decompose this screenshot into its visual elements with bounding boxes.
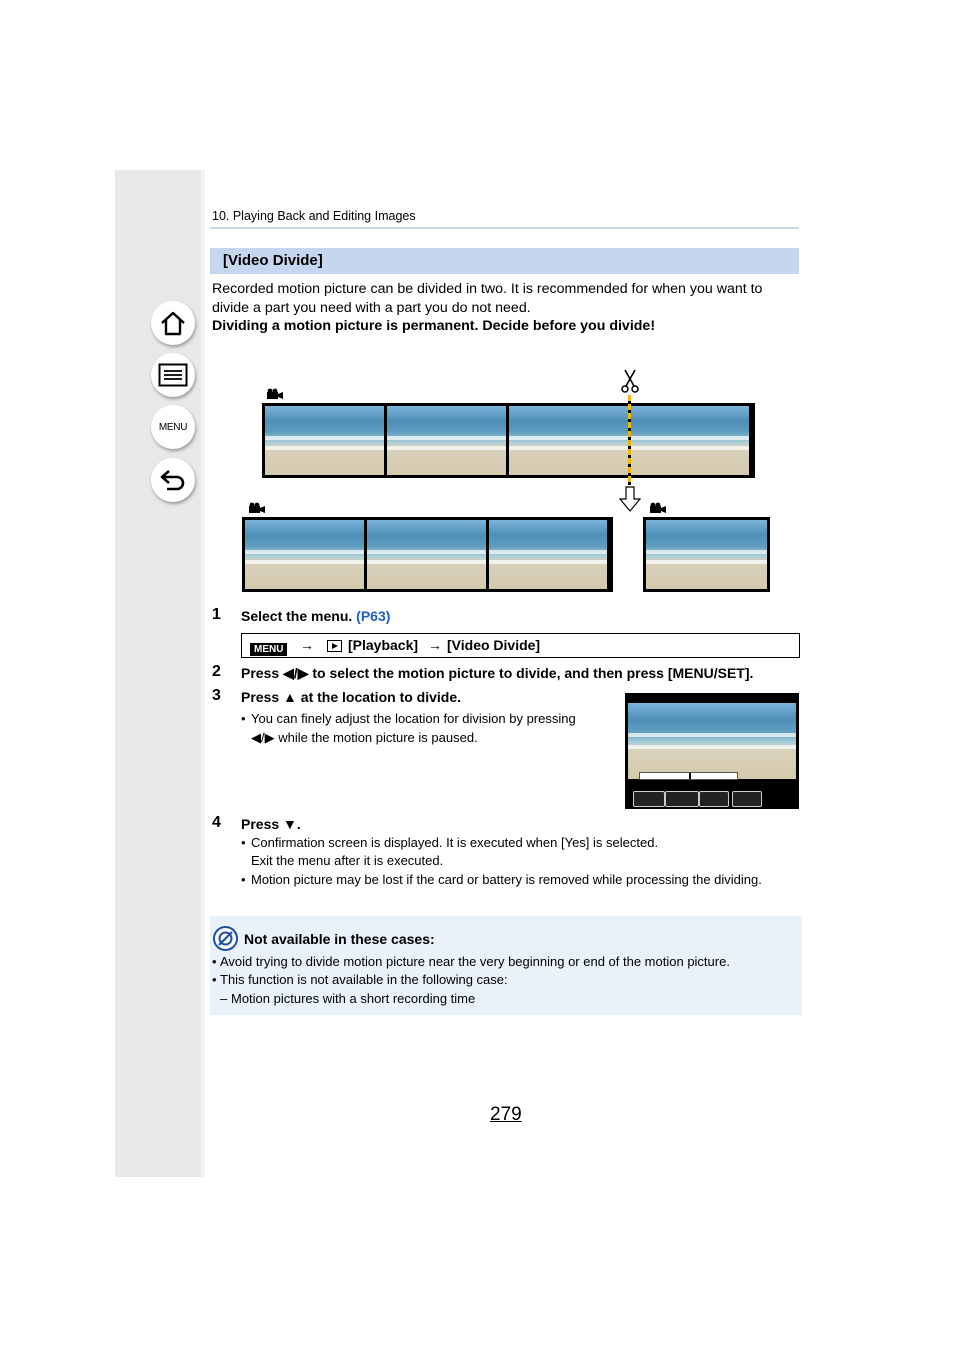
movie-camera-icon	[649, 502, 667, 514]
step-number: 1	[212, 606, 221, 623]
rewind-frame-button[interactable]	[633, 791, 665, 807]
page-link[interactable]: (P63)	[356, 608, 391, 624]
menu-path-box	[241, 633, 800, 658]
page-number: 279	[490, 1104, 522, 1125]
menu-button[interactable]	[151, 405, 195, 449]
movie-camera-icon	[266, 388, 284, 400]
movie-camera-icon	[248, 502, 266, 514]
divided-film-strip-1	[242, 517, 613, 592]
video-frame	[387, 406, 506, 475]
step-1-text	[241, 608, 390, 624]
bullet-dot: •	[212, 972, 217, 987]
home-icon	[159, 309, 187, 337]
breadcrumb-rule	[210, 227, 799, 229]
divide-button[interactable]	[665, 791, 699, 807]
video-frame	[367, 520, 486, 589]
menu-badge: MENU	[250, 643, 287, 656]
not-available-icon	[213, 926, 238, 951]
step-number: 4	[212, 814, 221, 831]
dash: –	[220, 991, 228, 1006]
note-line: This function is not available in the following case:	[220, 972, 508, 987]
menu-path-content	[250, 639, 287, 657]
preview-frame	[628, 703, 796, 779]
bullet-dot: •	[212, 954, 217, 969]
step-2-text: Press ◀/▶ to select the motion picture to divide, and then press [MENU/SET].	[241, 665, 754, 681]
sidebar-edge	[201, 170, 205, 1177]
step-4-bullet-2: Motion picture may be lost if the card or battery is removed while processing the dividing.	[251, 872, 762, 887]
bullet-dot: •	[241, 835, 246, 850]
step-4-bullet: Confirmation screen is displayed. It is executed when [Yes] is selected.	[251, 835, 659, 850]
divided-film-strip-2	[643, 517, 770, 592]
original-film-strip	[262, 403, 755, 478]
note-line: Avoid trying to divide motion picture near the very beginning or end of the motion picture.	[220, 954, 730, 969]
step-3-text: Press ▲ at the location to divide.	[241, 689, 462, 705]
back-button[interactable]	[151, 458, 195, 502]
video-frame	[489, 520, 607, 589]
video-frame	[646, 520, 767, 589]
back-arrow-icon	[159, 467, 187, 493]
list-icon	[158, 363, 188, 387]
step-1-label: Select the menu.	[241, 608, 353, 624]
step-3-bullet: You can finely adjust the location for division by pressing	[251, 711, 576, 726]
playback-label: [Playback]	[348, 637, 419, 653]
step-4-text: Press ▼.	[241, 816, 301, 832]
scissors-icon	[620, 368, 640, 394]
home-button[interactable]	[151, 301, 195, 345]
step-number: 2	[212, 663, 221, 680]
section-title: [Video Divide]	[223, 252, 323, 269]
note-line: Motion pictures with a short recording time	[231, 991, 476, 1006]
contents-button[interactable]	[151, 353, 195, 397]
intro-text: Recorded motion picture can be divided in two. It is recommended for when you want to divide a part you need with a part you do not need.	[212, 281, 763, 316]
warning-text: Dividing a motion picture is permanent. Decide before you divide!	[212, 318, 656, 334]
progress-bar	[639, 772, 738, 780]
note-title: Not available in these cases:	[244, 931, 435, 947]
playback-icon	[327, 640, 342, 652]
step-4-bullet-cont: Exit the menu after it is executed.	[251, 853, 444, 868]
bullet-dot: •	[241, 872, 246, 887]
forward-frame-button[interactable]	[732, 791, 762, 807]
video-divide-label: [Video Divide]	[447, 637, 541, 653]
step-3-bullet-cont: ◀/▶ while the motion picture is paused.	[251, 730, 478, 745]
play-pause-button[interactable]	[699, 791, 729, 807]
video-frame	[245, 520, 364, 589]
video-frame	[265, 406, 384, 475]
down-arrow-icon	[619, 486, 641, 512]
camera-preview	[625, 693, 799, 809]
menu-label: MENU	[158, 421, 188, 433]
arrow: →	[428, 637, 442, 653]
bullet-dot: •	[241, 711, 246, 726]
step-number: 3	[212, 687, 221, 704]
progress-fill	[640, 773, 691, 779]
cut-line	[628, 395, 631, 485]
arrow: →	[300, 637, 314, 653]
breadcrumb: 10. Playing Back and Editing Images	[212, 209, 416, 223]
